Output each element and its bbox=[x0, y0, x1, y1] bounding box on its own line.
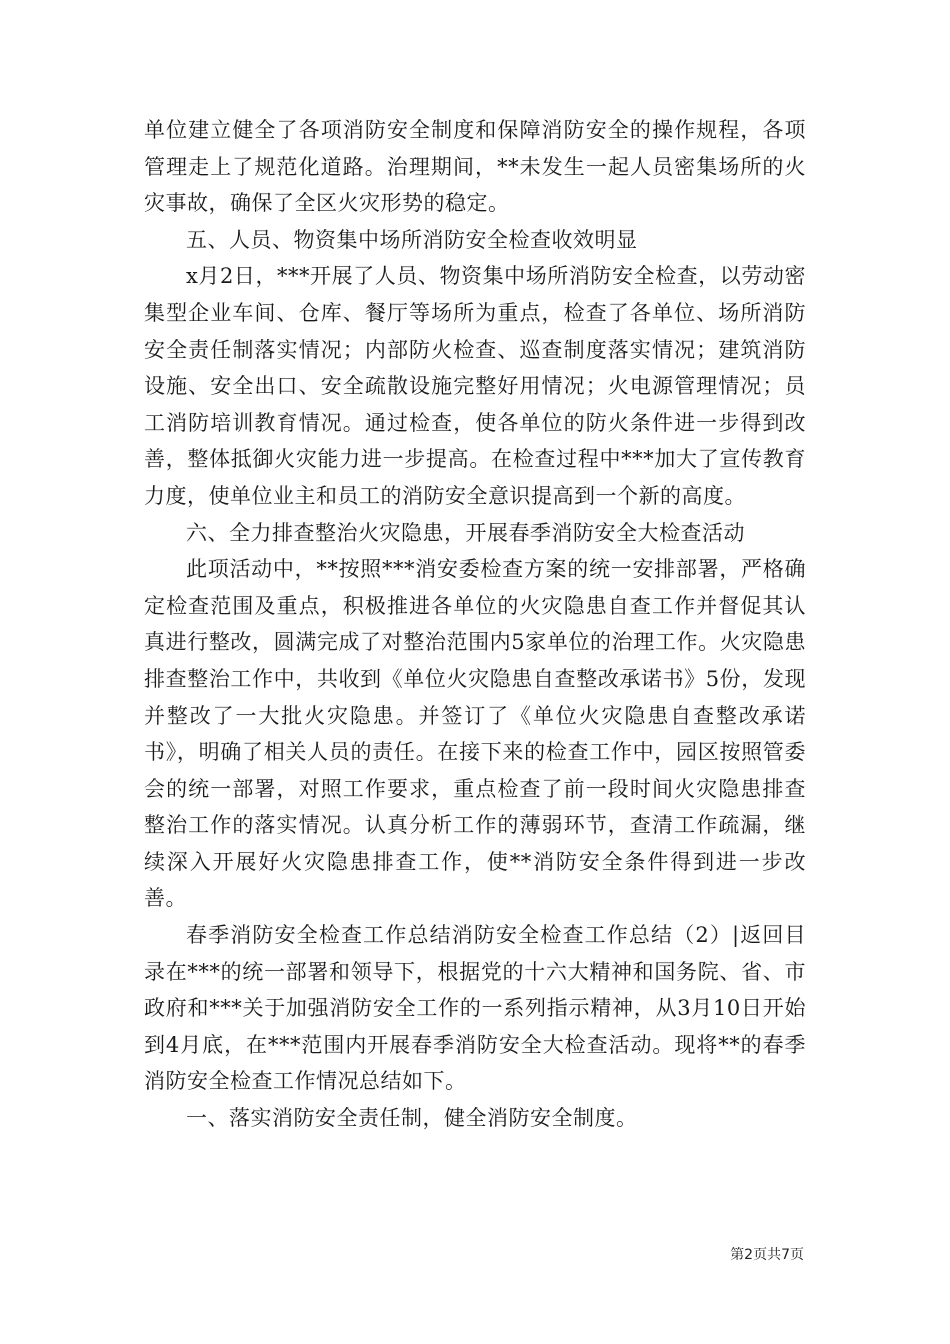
page-number: 第2页共7页 bbox=[730, 1247, 804, 1263]
paragraph-2: x月2日，***开展了人员、物资集中场所消防安全检查，以劳动密集型企业车间、仓库、餐厅等场所为重点，检查了各单位、场所消防安全责任制落实情况；内部防火检查、巡查制度落实情况；建筑消防设施、安全出口、安全疏散设施完整好用情况；火电源管理情况；员工消防培训教育情况。通过检查，使各单位的防火条件进一步得到改善，整体抵御火灾能力进一步提高。在检查过程中***加大了宣传教育力度，使单位业主和员工的消防安全意识提高到一个新的高度。 bbox=[144, 264, 806, 508]
section-heading-5: 五、人员、物资集中场所消防安全检查收效明显 bbox=[186, 227, 638, 252]
paragraph-4: 春季消防安全检查工作总结消防安全检查工作总结（2）|返回目录在***的统一部署和领导下，根据党的十六大精神和国务院、省、市政府和***关于加强消防安全工作的一系列指示精神，从3月10日开始到4月底，在***范围内开展春季消防安全大检查活动。现将**的春季消防安全检查工作情况总结如下。 bbox=[144, 923, 806, 1094]
section-heading-6: 六、全力排查整治火灾隐患，开展春季消防安全大检查活动 bbox=[186, 520, 745, 545]
paragraph-1: 单位建立健全了各项消防安全制度和保障消防安全的操作规程，各项管理走上了规范化道路。治理期间，**未发生一起人员密集场所的火灾事故，确保了全区火灾形势的稳定。 bbox=[144, 118, 806, 216]
section-heading-1: 一、落实消防安全责任制，健全消防安全制度。 bbox=[186, 1106, 638, 1131]
paragraph-3: 此项活动中，**按照***消安委检查方案的统一安排部署，严格确定检查范围及重点，积极推进各单位的火灾隐患自查工作并督促其认真进行整改，圆满完成了对整治范围内5家单位的治理工作。火灾隐患排查整治工作中，共收到《单位火灾隐患自查整改承诺书》5份，发现并整改了一大批火灾隐患。并签订了《单位火灾隐患自查整改承诺书》，明确了相关人员的责任。在接下来的检查工作中，园区按照管委会的统一部署，对照工作要求，重点检查了前一段时间火灾隐患排查整治工作的落实情况。认真分析工作的薄弱环节，查清工作疏漏，继续深入开展好火灾隐患排查工作，使**消防安全条件得到进一步改善。 bbox=[144, 557, 806, 911]
document-page bbox=[144, 112, 806, 1137]
